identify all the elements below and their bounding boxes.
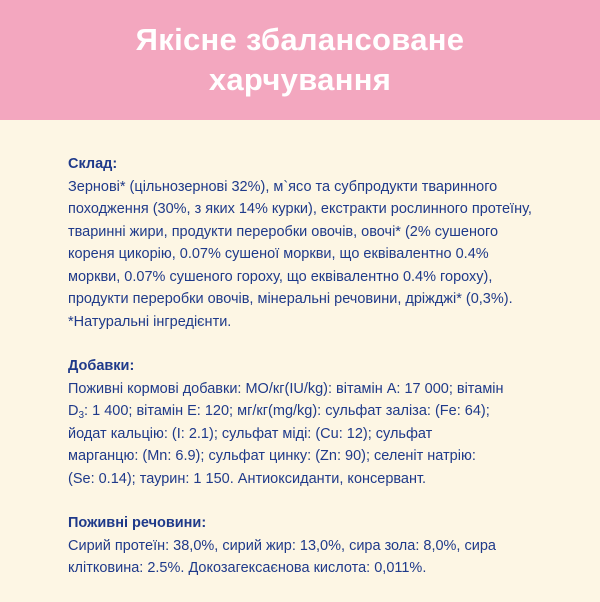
composition-footnote: *Натуральні інгредієнти. [68, 313, 232, 330]
additives-heading: Добавки: [68, 358, 135, 374]
composition-line: походження (30%, з яких 14% курки), екстракти рослинного протеїну, [68, 201, 532, 217]
additives-line: марганцю: (Mn: 6.9); сульфат цинку: (Zn: 90); селеніт натрію: [68, 448, 476, 464]
nutrients-section [68, 512, 558, 580]
composition-line: продукти переробки овочів, мінеральні речовини, дріжджі* (0,3%). [68, 291, 513, 307]
composition-line: моркви, 0.07% сушеного гороху, що еквівалентно 0.4% гороху), [68, 268, 493, 285]
additives-line [68, 400, 558, 423]
title-line-2: харчування [208, 62, 392, 97]
content-body [68, 153, 558, 602]
vitamin-d-letter: D [68, 403, 79, 419]
composition-line: Зернові* (цільнозернові 32%), м`ясо та субпродукти тваринного [68, 178, 498, 195]
page-title [136, 20, 465, 100]
nutrients-line: Сирий протеїн: 38,0%, сирий жир: 13,0%, сира зола: 8,0%, сира [68, 537, 496, 554]
additives-line: йодат кальцію: (I: 2.1); сульфат міді: (Cu: 12); сульфат [68, 425, 433, 442]
vitamin-d-subscript: 3 [78, 410, 85, 421]
nutrients-line: клітковина: 2.5%. Докозагексаєнова кислота: 0,011%. [68, 560, 427, 576]
additives-section [68, 355, 558, 490]
additives-line-text: : 1 400; вітамін Е: 120; мг/кг(mg/kg): сульфат заліза: (Fe: 64); [84, 403, 490, 419]
composition-section [68, 153, 558, 333]
additives-line: Поживні кормові добавки: МО/кг(IU/kg): вітамін А: 17 000; вітамін [68, 380, 504, 397]
composition-heading: Склад: [68, 156, 118, 172]
additives-line: (Se: 0.14); таурин: 1 150. Антиоксиданти, консервант. [68, 470, 427, 487]
composition-line: кореня цикорію, 0.07% сушеної моркви, що еквівалентно 0.4% [68, 246, 489, 262]
header-banner [0, 0, 600, 120]
composition-line: тваринні жири, продукти переробки овочів, овочі* (2% сушеного [68, 223, 499, 240]
nutrients-heading: Поживні речовини: [68, 515, 207, 531]
title-line-1: Якісне збалансоване [135, 22, 465, 57]
